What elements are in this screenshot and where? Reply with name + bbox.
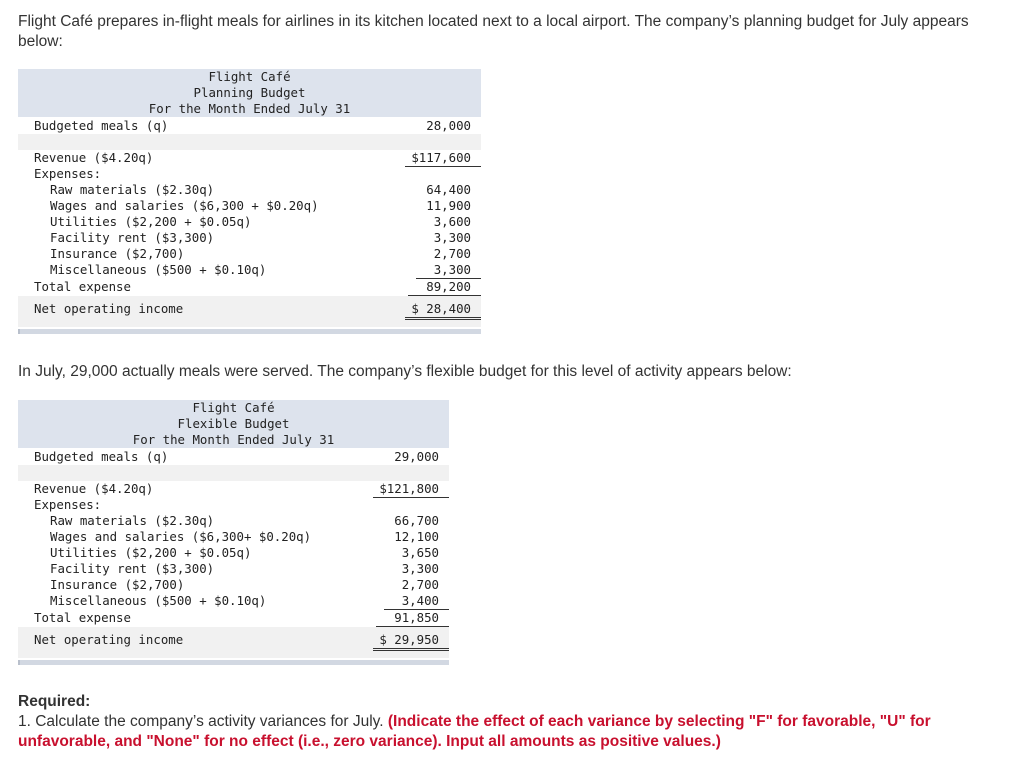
row-label: Facility rent ($3,300) [50, 561, 215, 576]
flexible-expense-row [18, 545, 449, 561]
row-label: Miscellaneous ($500 + $0.10q) [50, 262, 267, 277]
row-value: 29,000 [394, 449, 439, 464]
row-value: 91,850 [376, 610, 449, 627]
planning-budget-table [18, 69, 481, 337]
flexible-noi-row [18, 632, 449, 648]
row-value: $ 29,950 [373, 632, 449, 651]
row-label: Budgeted meals (q) [34, 118, 169, 133]
required-text: 1. Calculate the company’s activity variances for July. [18, 713, 388, 730]
flexible-expenses-heading [18, 497, 449, 513]
planning-expense-row [18, 182, 481, 198]
row-label: Total expense [34, 279, 131, 294]
row-value: 3,300 [433, 230, 471, 245]
flexible-company-name: Flight Café [192, 400, 275, 415]
planning-budget-title: Planning Budget [193, 85, 306, 100]
planning-expense-row [18, 262, 481, 278]
row-label: Budgeted meals (q) [34, 449, 169, 464]
row-value: 12,100 [394, 529, 439, 544]
row-label: Raw materials ($2.30q) [50, 182, 215, 197]
planning-expense-row [18, 214, 481, 230]
row-value: 2,700 [433, 246, 471, 261]
planning-expenses-heading [18, 166, 481, 182]
planning-budgeted-meals-row [18, 118, 481, 134]
row-value: $ 28,400 [405, 301, 481, 320]
spacer-row [18, 134, 481, 150]
middle-text: In July, 29,000 actually meals were served. The company’s flexible budget for this level of activity appears below: [18, 363, 792, 380]
flexible-expense-row [18, 513, 449, 529]
flexible-budgeted-meals-row [18, 449, 449, 465]
flexible-expense-row [18, 577, 449, 593]
row-label: Expenses: [34, 497, 102, 512]
planning-noi-row [18, 301, 481, 317]
table-bottom-bar [18, 329, 481, 334]
planning-company-name: Flight Café [208, 69, 291, 84]
row-value: 89,200 [408, 279, 481, 296]
row-label: Insurance ($2,700) [50, 577, 185, 592]
planning-expense-row [18, 230, 481, 246]
row-label: Net operating income [34, 632, 184, 647]
planning-period: For the Month Ended July 31 [148, 101, 351, 116]
flexible-period: For the Month Ended July 31 [132, 432, 335, 447]
flexible-expense-row [18, 529, 449, 545]
flexible-budget-header [18, 400, 449, 448]
planning-budget-header [18, 69, 481, 117]
row-value: 3,300 [401, 561, 439, 576]
row-value: 3,300 [416, 262, 481, 279]
row-label: Facility rent ($3,300) [50, 230, 215, 245]
row-label: Raw materials ($2.30q) [50, 513, 215, 528]
flexible-budget-title: Flexible Budget [177, 416, 290, 431]
row-label: Wages and salaries ($6,300+ $0.20q) [50, 529, 312, 544]
table-bottom-bar [18, 660, 449, 665]
flexible-expense-row [18, 593, 449, 609]
required-question [18, 712, 1008, 752]
row-value: 2,700 [401, 577, 439, 592]
row-value: 3,600 [433, 214, 471, 229]
planning-expense-row [18, 198, 481, 214]
row-label: Wages and salaries ($6,300 + $0.20q) [50, 198, 319, 213]
planning-revenue-row [18, 150, 481, 166]
flexible-budget-table [18, 400, 449, 668]
row-label: Utilities ($2,200 + $0.05q) [50, 545, 252, 560]
row-value: $121,800 [373, 481, 449, 498]
flexible-revenue-row [18, 481, 449, 497]
row-label: Utilities ($2,200 + $0.05q) [50, 214, 252, 229]
row-value: 3,650 [401, 545, 439, 560]
planning-expense-row [18, 246, 481, 262]
row-label: Insurance ($2,700) [50, 246, 185, 261]
row-value: 3,400 [384, 593, 449, 610]
row-value: $117,600 [405, 150, 481, 167]
row-label: Revenue ($4.20q) [34, 481, 154, 496]
planning-total-expense-row [18, 279, 481, 295]
row-label: Revenue ($4.20q) [34, 150, 154, 165]
row-label: Miscellaneous ($500 + $0.10q) [50, 593, 267, 608]
row-value: 11,900 [426, 198, 471, 213]
required-title: Required: [18, 693, 91, 710]
row-value: 64,400 [426, 182, 471, 197]
intro-text: Flight Café prepares in-flight meals for airlines in its kitchen located next to a local airport. The company’s planning budget for July appears below: [18, 13, 969, 50]
flexible-total-expense-row [18, 610, 449, 626]
row-label: Total expense [34, 610, 131, 625]
flexible-expense-row [18, 561, 449, 577]
required-instruction: (Indicate the effect of each variance by selecting "F" for favorable, "U" for unfavorable, and "None" for no effect (i.e., zero variance). Input all amounts as positive values.) [18, 713, 931, 750]
row-value: 28,000 [426, 118, 471, 133]
row-value: 66,700 [394, 513, 439, 528]
required-section [18, 692, 1008, 752]
spacer-row [18, 465, 449, 481]
row-label: Net operating income [34, 301, 184, 316]
row-label: Expenses: [34, 166, 102, 181]
